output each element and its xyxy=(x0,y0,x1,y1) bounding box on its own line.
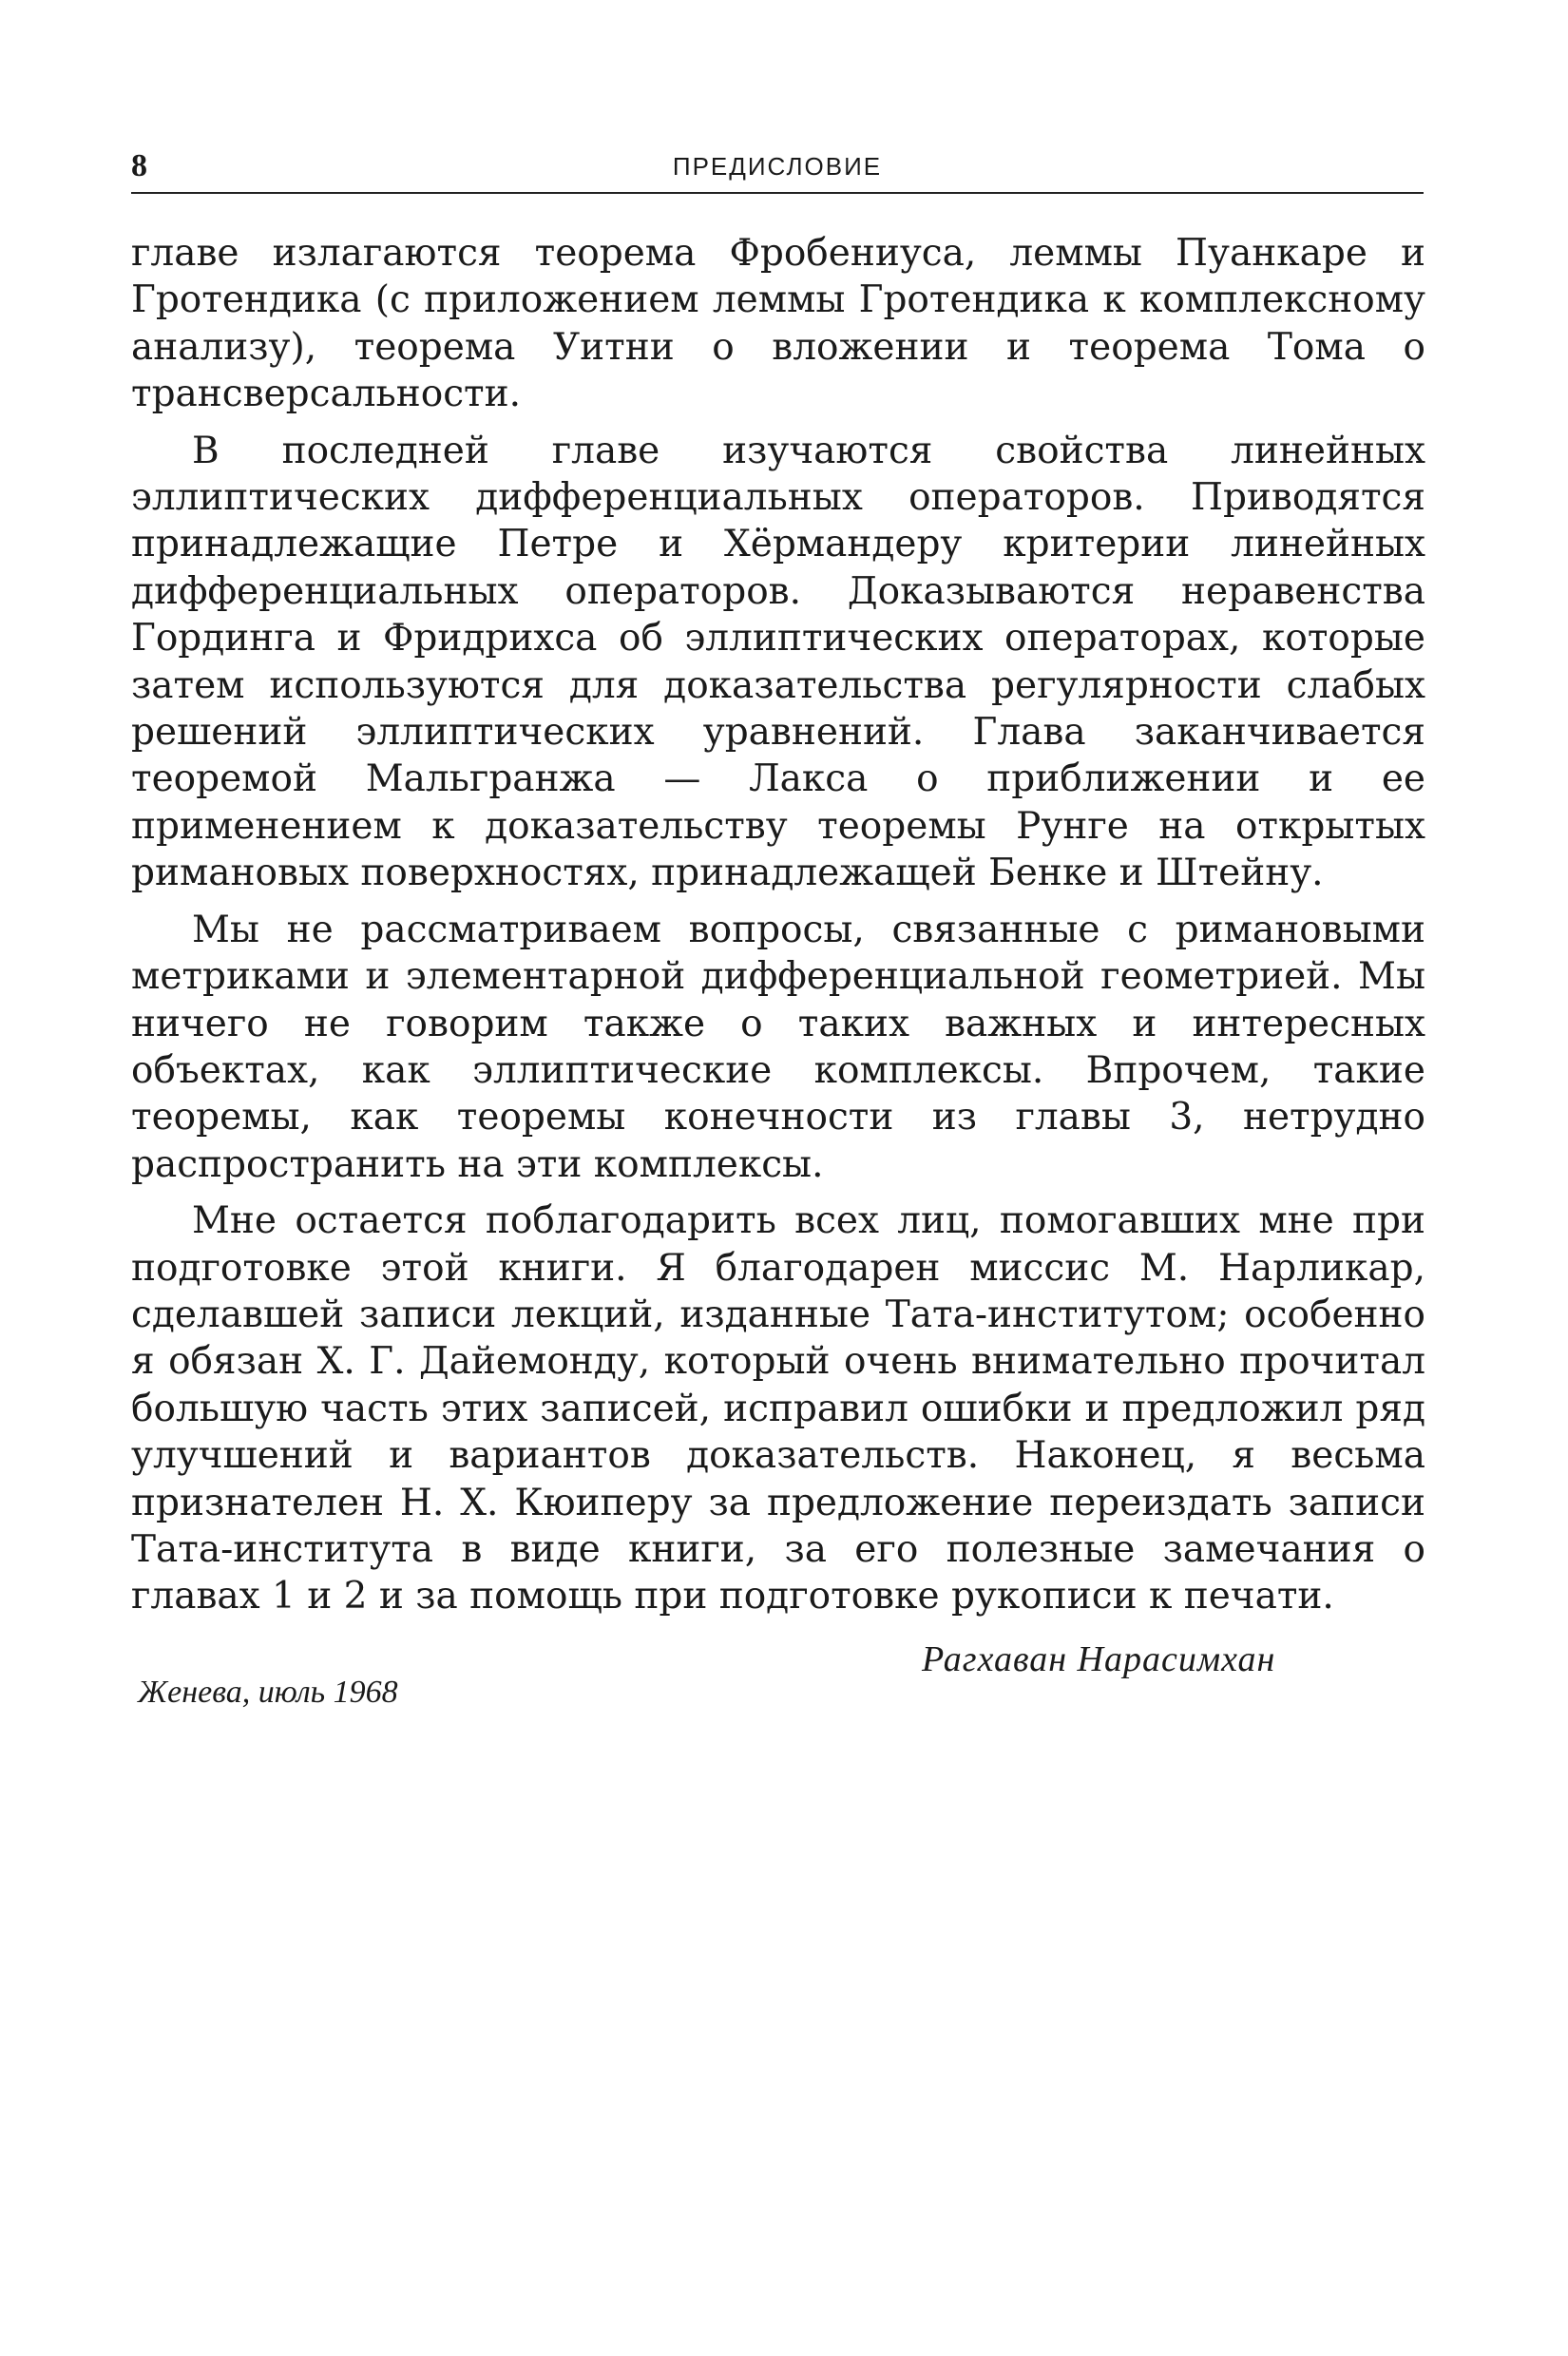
body-text xyxy=(131,230,1425,1630)
page-number: 8 xyxy=(131,148,147,183)
paragraph-acknowledgements: Мне остается поблагодарить всех лиц, помогавших мне при подготовке этой книги. Я благодарен миссис М. Нарликар, сделавшей записи лекций, изданные Тата-институтом; особенно я обязан Х. Г. Дайемонду, который очень внимательно прочитал большую часть этих записей, исправил ошибки и предложил ряд улучшений и вариантов доказательств. Наконец, я весьма признателен Н. Х. Кюиперу за предложение переиздать записи Тата-института в виде книги, за его полезные замечания о главах 1 и 2 и за помощь при подготовке рукописи к печати. xyxy=(131,1199,1425,1619)
running-head xyxy=(131,143,1424,194)
author-signature: Рагхаван Нарасимхан xyxy=(922,1639,1276,1679)
running-title: ПРЕДИСЛОВИЕ xyxy=(672,152,883,181)
place-date: Женева, июль 1968 xyxy=(138,1675,398,1710)
paragraph-last-chapter: В последней главе изучаются свойства линейных эллиптических дифференциальных операторов. Приводятся принадлежащие Петре и Хёрмандеру критерии линейных дифференциальных операторов. Доказываются неравенства Гординга и Фридрихса об эллиптических операторах, которые затем используются для доказательства регулярности слабых решений эллиптических уравнений. Глава заканчивается теоремой Мальгранжа — Лакса о приближении и ее применением к доказательству теоремы Рунге на открытых римановых поверхностях, принадлежащей Бенке и Штейну. xyxy=(131,429,1425,895)
paragraph-omitted-topics: Мы не рассматриваем вопросы, связанные с римановыми метриками и элементарной дифференциальной геометрией. Мы ничего не говорим также о таких важных и интересных объектах, как эллиптические комплексы. Впрочем, такие теоремы, как теоремы конечности из главы 3, нетрудно распространить на эти комплексы. xyxy=(131,908,1425,1186)
paragraph-continuation: главе излагаются теорема Фробениуса, леммы Пуанкаре и Гротендика (с приложением леммы Гротендика к комплексному анализу), теорема Уитни о вложении и теорема Тома о трансверсальности. xyxy=(131,232,1425,416)
